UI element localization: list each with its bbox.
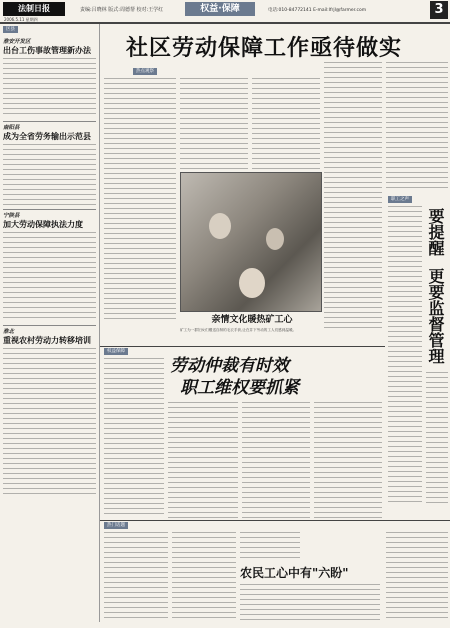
story-4-kicker: 淮北 [3,329,15,336]
story-3-body [3,232,96,322]
story-3 [3,213,96,322]
divider [3,121,96,122]
main-article-col-3 [252,78,320,170]
middle-headline-line-2: 职工维权要抓紧 [180,378,299,398]
divider [3,325,96,326]
story-2-headline: 成为全省劳务输出示范县 [3,132,91,142]
left-column [0,24,100,622]
story-2-kicker: 南阳县 [3,125,20,132]
photo-caption: 矿工为一群妇女们赠送自制的毛衣手套,让在井下劳动的工人们感到温暖。 [180,328,297,332]
divider [100,520,450,521]
bottom-article-col-3 [240,532,300,562]
story-1-headline: 出台工伤事故管理新办法 [3,46,91,56]
divider [3,209,96,210]
main-article-col-4 [324,62,382,332]
right-vertical-headline-2: 更要监督管理 [426,268,445,364]
divider [100,346,385,347]
main-article-col-1 [104,78,176,323]
photo-figure [209,213,231,239]
story-1-body [3,58,96,118]
middle-article-col-4 [314,402,382,518]
left-section-label: 区县 [3,26,18,33]
middle-article-col-2 [168,402,238,518]
story-4-headline: 重视农村劳动力转移培训 [3,336,91,346]
right-vertical-headline-1: 要提醒 [426,208,445,256]
story-3-kicker: 宁陕县 [3,213,20,220]
editors-line: 责编:吕晓林 版式:周德帮 校对:王学红 [80,7,164,13]
story-2 [3,125,96,206]
story-4 [3,329,96,498]
bottom-tag: 热门话题 [104,522,128,529]
section-title: 权益·保障 [185,2,255,16]
news-photo [180,172,322,312]
contact-line: 电话:010-84772141 E-mail:lfrjl@farmer.com [268,8,367,13]
bottom-article-col-4 [240,584,380,622]
main-article-col-5 [386,62,448,192]
photo-figure [266,228,284,250]
bottom-article-col-5 [386,532,448,622]
photo-title: 亲情文化暖热矿工心 [211,315,293,325]
story-2-body [3,144,96,206]
right-article-body [426,372,448,506]
bottom-article-col-2 [172,532,236,622]
story-3-headline: 加大劳动保障执法力度 [3,220,83,230]
right-article-body [388,206,422,506]
photo-figure [239,268,265,298]
middle-article-col-1 [104,358,164,518]
middle-article-col-3 [242,402,310,518]
main-tag: 热点观察 [133,68,157,75]
right-tag: 职工之声 [388,196,412,203]
story-4-body [3,348,96,498]
story-1-kicker: 淮安开发区 [3,39,31,46]
page-number: 3 [430,1,448,19]
issue-date: 2006.5.11 星期四 [4,17,38,22]
main-headline: 社区劳动保障工作亟待做实 [125,36,402,61]
story-1 [3,39,96,118]
newspaper-logo: 法制日报 [3,2,65,16]
bottom-headline: 农民工心中有"六盼" [240,566,349,580]
middle-tag: 权益保障 [104,348,128,355]
middle-headline-line-1: 劳动仲裁有时效 [170,356,289,376]
main-article-col-2 [180,78,248,170]
bottom-article-col-1 [104,532,168,622]
